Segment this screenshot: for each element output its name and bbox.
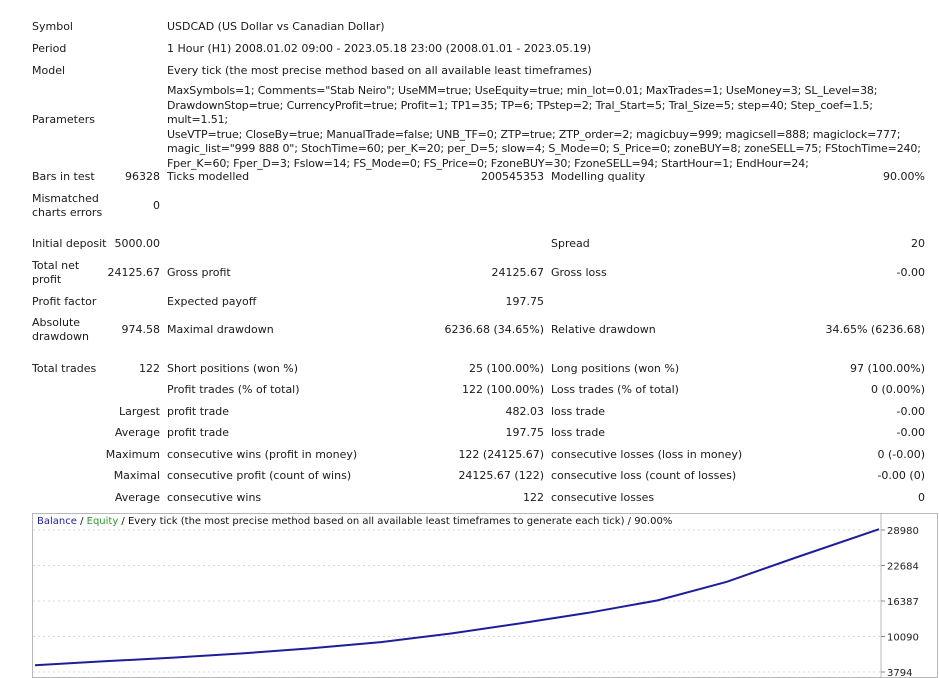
balance-chart-svg <box>33 514 938 678</box>
average-consecutive-wins-value: 122 <box>523 491 544 504</box>
loss-trades-label: Loss trades (% of total) <box>551 383 679 396</box>
long-positions-value: 97 (100.00%) <box>849 362 925 375</box>
model-label: Model <box>32 64 66 77</box>
average-profit-label: profit trade <box>167 426 230 439</box>
loss-trades-value: 0 (0.00%) <box>870 383 925 396</box>
legend-description: / Every tick (the most precise method based on all available least timeframes to generate each tick) / 90.00% <box>118 516 673 527</box>
initial-deposit-label: Initial deposit <box>32 237 107 250</box>
rel-drawdown-label: Relative drawdown <box>551 323 656 336</box>
y-tick-label: 28980 <box>887 526 919 537</box>
chart-header <box>37 516 672 527</box>
long-positions-label: Long positions (won %) <box>551 362 680 375</box>
largest-profit-value: 482.03 <box>505 405 544 418</box>
max-consecutive-wins-value: 122 (24125.67) <box>458 448 544 461</box>
average-consecutive-losses-label: consecutive losses <box>551 491 655 504</box>
average-consecutive-label: Average <box>114 491 160 504</box>
model-value: Every tick (the most precise method based on all available least timeframes) <box>167 64 592 77</box>
gross-loss-value: -0.00 <box>896 266 925 279</box>
quality-value: 90.00% <box>883 170 925 183</box>
parameters-label: Parameters <box>32 113 95 126</box>
net-profit-label-1: Total net <box>32 259 80 272</box>
abs-drawdown-label-1: Absolute <box>32 316 81 329</box>
bars-value: 96328 <box>125 170 160 183</box>
maximal-consecutive-loss-value: -0.00 (0) <box>877 469 925 482</box>
gross-profit-value: 24125.67 <box>491 266 544 279</box>
total-trades-value: 122 <box>139 362 160 375</box>
total-trades-label: Total trades <box>32 362 97 375</box>
y-axis-ticks <box>881 526 919 678</box>
max-consecutive-wins-label: consecutive wins (profit in money) <box>167 448 358 461</box>
short-positions-label: Short positions (won %) <box>167 362 299 375</box>
y-tick-label: 10090 <box>887 632 919 644</box>
largest-loss-label: loss trade <box>551 405 606 418</box>
rel-drawdown-value: 34.65% (6236.68) <box>825 323 925 336</box>
maximal-consecutive-profit-value: 24125.67 (122) <box>458 469 544 482</box>
parameters-value: MaxSymbols=1; Comments="Stab Neiro"; UseMM=true; UseEquity=true; min_lot=0.01; MaxTrades=1; UseMoney=3; SL_Level=38; DrawdownStop=true; CurrencyProfit=true; Profit=1; TP1=35; TP=6; TPstep=2; Tral_Start=5; Tral_Size=5; step=40; Step_coef=1.5; mult=1.51; UseVTP=true; CloseBy=true; ManualTrade=false; UNB_TF=0; ZTP=true; ZTP_order=2; magicbuy=999; magicsell=888; magiclock=777; magic_list="999 888 0"; StochTime=60; per_K=20; per_D=5; slow=4; S_Mode=0; S_Price=0; zoneBUY=8; zoneSELL=75; FStochTime=240; Fper_K=60; Fper_D=3; Fslow=14; FS_Mode=0; FS_Price=0; FzoneBUY=30; FzoneSELL=94; StartHour=1; EndHour=24; <box>167 84 921 170</box>
largest-label: Largest <box>119 405 160 418</box>
symbol-value: USDCAD (US Dollar vs Canadian Dollar) <box>167 20 385 33</box>
spread-label: Spread <box>551 237 590 250</box>
expected-payoff-value: 197.75 <box>505 295 544 308</box>
legend-equity: Equity <box>86 516 119 527</box>
profit-trades-label: Profit trades (% of total) <box>167 383 300 396</box>
max-drawdown-label: Maximal drawdown <box>167 323 274 336</box>
profit-trades-value: 122 (100.00%) <box>461 383 544 396</box>
max-drawdown-value: 6236.68 (34.65%) <box>444 323 544 336</box>
max-consecutive-losses-label: consecutive losses (loss in money) <box>551 448 743 461</box>
initial-deposit-value: 5000.00 <box>114 237 160 250</box>
largest-profit-label: profit trade <box>167 405 230 418</box>
gross-loss-label: Gross loss <box>551 266 607 279</box>
maximal-consecutive-loss-label: consecutive loss (count of losses) <box>551 469 737 482</box>
y-tick-label: 22684 <box>887 561 919 573</box>
average-loss-value: -0.00 <box>896 426 925 439</box>
short-positions-value: 25 (100.00%) <box>468 362 544 375</box>
net-profit-value: 24125.67 <box>107 266 160 279</box>
spread-value: 20 <box>911 237 925 250</box>
mismatch-label-2: charts errors <box>32 206 103 219</box>
largest-loss-value: -0.00 <box>896 405 925 418</box>
abs-drawdown-label-2: drawdown <box>32 330 89 343</box>
legend-separator: / <box>76 516 87 527</box>
ticks-value: 200545353 <box>481 170 544 183</box>
balance-series-line <box>35 529 879 665</box>
maximum-label: Maximum <box>105 448 160 461</box>
quality-label: Modelling quality <box>551 170 646 183</box>
maximal-consecutive-profit-label: consecutive profit (count of wins) <box>167 469 352 482</box>
period-label: Period <box>32 42 67 55</box>
period-value: 1 Hour (H1) 2008.01.02 09:00 - 2023.05.18 23:00 (2008.01.01 - 2023.05.19) <box>167 42 592 55</box>
average-consecutive-losses-value: 0 <box>918 491 925 504</box>
maximal-label: Maximal <box>113 469 160 482</box>
mismatch-label-1: Mismatched <box>32 192 99 205</box>
average-loss-label: loss trade <box>551 426 606 439</box>
legend-balance: Balance <box>37 516 77 527</box>
average-label: Average <box>114 426 160 439</box>
max-consecutive-losses-value: 0 (-0.00) <box>877 448 925 461</box>
average-consecutive-wins-label: consecutive wins <box>167 491 262 504</box>
profit-factor-label: Profit factor <box>32 295 97 308</box>
net-profit-label-2: profit <box>32 273 62 286</box>
y-tick-label: 3794 <box>887 668 913 678</box>
gross-profit-label: Gross profit <box>167 266 231 279</box>
abs-drawdown-value: 974.58 <box>121 323 160 336</box>
ticks-label: Ticks modelled <box>167 170 250 183</box>
average-profit-value: 197.75 <box>505 426 544 439</box>
mismatch-value: 0 <box>153 199 160 212</box>
bars-label: Bars in test <box>32 170 95 183</box>
expected-payoff-label: Expected payoff <box>167 295 257 308</box>
balance-chart <box>32 513 938 678</box>
symbol-label: Symbol <box>32 20 73 33</box>
y-tick-label: 16387 <box>887 597 919 608</box>
chart-grid <box>33 530 881 672</box>
